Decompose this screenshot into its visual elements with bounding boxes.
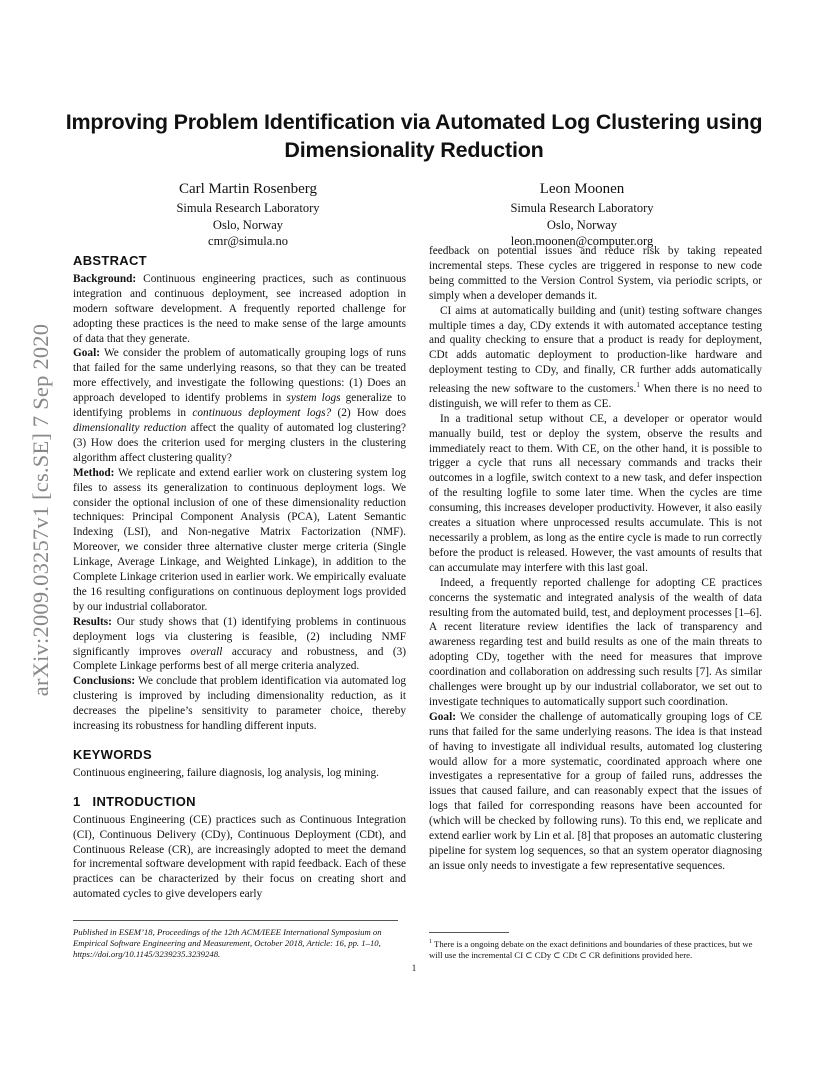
footnote-mark: 1	[429, 939, 432, 945]
footnote-reference: 1	[636, 381, 640, 390]
method-text: We replicate and extend earlier work on clustering system log files to assess its generalization to continuous deployment logs. We consider the optional inclusion of one of these dimensionality reduction techniques: Principal Component Analysis (PCA), Latent Semantic Indexing (LSI), and Non-negative Matrix Factorization (NMF). Moreover, we consider three alternative cluster merge criteria (Single Linkage, Average Linkage, and Weighted Linkage), in addition to the Complete Linkage criterion used in earlier work. We empirically evaluate the 16 resulting configurations on continuous deployment logs provided by our industrial collaborator.	[73, 466, 406, 613]
abstract-heading: ABSTRACT	[73, 253, 147, 268]
abstract-goal	[73, 346, 406, 465]
paragraph-text: CI aims at automatically building and (unit) testing software changes multiple times a day, CDy extends it with automated acceptance testing and quality checking to ensure that a product is ready for deployment, CDt adds automatic deployment to production-like hardware and deployment testing to CDy, and finally, CR further adds automatically releasing the new software to the customers.	[429, 304, 762, 395]
keywords-heading: KEYWORDS	[73, 747, 152, 762]
background-text: Continuous engineering practices, such as continuous integration and continuous deployment, see increased adoption in modern software development. A frequently reported challenge for adopting these practices is the need to make sense of the large amounts of data that they generate.	[73, 272, 406, 345]
arxiv-stamp	[21, 300, 61, 720]
section-number: 1	[73, 793, 81, 809]
paragraph-text: When there is no need to distinguish, we will refer to them as CE.	[429, 382, 762, 410]
author-location: Oslo, Norway	[546, 217, 618, 232]
background-label: Background:	[73, 272, 137, 285]
author-name: Leon Moonen	[539, 181, 625, 197]
goal-label: Goal:	[429, 710, 456, 723]
left-column	[73, 254, 406, 902]
goal-text: (2) How does	[337, 407, 406, 420]
abstract-background	[73, 272, 406, 347]
abstract-method	[73, 466, 406, 615]
page-number: 1	[411, 963, 417, 973]
conclusions-label: Conclusions:	[73, 675, 136, 688]
publication-info: Published in ESEM’18, Proceedings of the 12th ACM/IEEE International Symposium on Empirical Software Engineering and Measurement, October 2018, Article: 16, pp. 1–10, https://doi.org/10.1145/3239235.3239248.	[73, 927, 382, 960]
author-affiliation: Simula Research Laboratory	[510, 201, 654, 215]
goal-text: generalize to identifying problems in	[73, 392, 406, 420]
section-heading-introduction	[73, 795, 406, 810]
goal-text: We consider the problem of automatically grouping logs of runs that failed for the same underlying reasons, so that they can be treated more effectively, and investigate the following questions: (1) Does an approach developed to identify problems in	[73, 347, 406, 405]
results-emphasis: overall	[190, 645, 223, 658]
publication-info-divider	[73, 920, 398, 921]
goal-emphasis: continuous deployment logs?	[192, 407, 332, 420]
footnote	[429, 937, 762, 961]
author-email: leon.moonen@computer.org	[510, 234, 654, 248]
goal-text: affect the quality of automated log clustering? (3) How does the criterion used for merging clusters in the clustering algorithm affect clustering quality?	[73, 421, 406, 464]
author-location: Oslo, Norway	[212, 217, 284, 232]
goal-emphasis: system logs	[286, 392, 341, 405]
goal-text: We consider the challenge of automatically grouping logs of CE runs that failed for the same underlying reasons. The idea is that instead of having to investigate all individual results, automated log clustering would allow for a more systematic, coordinated approach where one investigates a representative for a group of failed runs, addresses the issues that caused failure, and can reasonably expect that the issues of logs that failed for corresponding reasons have been accounted for (which will be checked by following runs). To this end, we replicate and extend earlier work by Lin et al. [8] that proposes an automatic clustering pipeline for system log sequences, so that an system operator diagnosing an issue only needs to investigate a few representative sequences.	[429, 710, 762, 872]
arxiv-identifier: arXiv:2009.03257v1 [cs.SE] 7 Sep 2020	[28, 323, 53, 697]
results-label: Results:	[73, 615, 112, 628]
intro-paragraph-4: Indeed, a frequently reported challenge for adopting CE practices concerns the systematic and integrated analysis of the wealth of data resulting from the automated build, test, and deployment processes [1–6]. A recent literature review identifies the lack of transparency and awareness regarding test and build results as one of the main threats to adopting CDy, together with the need for measures that improve coordination and collaboration on addressing such results [7]. As similar challenges were brought up by our industrial collaborator, we set out to investigate techniques to automatically support such coordination.	[429, 576, 762, 708]
keywords-text: Continuous engineering, failure diagnosis, log analysis, log mining.	[73, 766, 379, 779]
footnote-divider	[429, 932, 509, 933]
abstract-results	[73, 615, 406, 675]
intro-paragraph-1-continued: feedback on potential issues and reduce risk by taking repeated incremental steps. These cycles are triggered in response to new code being committed to the Version Control System, via periodic scripts, or simply when a developer demands it.	[429, 245, 762, 302]
goal-emphasis: dimensionality reduction	[73, 421, 187, 434]
author-email: cmr@simula.no	[208, 234, 288, 248]
author-block-2	[432, 178, 732, 250]
abstract-conclusions	[73, 674, 406, 734]
author-name: Carl Martin Rosenberg	[178, 181, 318, 197]
intro-goal-paragraph	[429, 710, 762, 874]
author-block-1	[98, 178, 398, 250]
intro-paragraph-2	[429, 304, 762, 412]
author-affiliation: Simula Research Laboratory	[176, 201, 320, 215]
results-text: Our study shows that (1) identifying problems in continuous deployment logs via clustering is feasible, (2) including NMF significantly improves	[73, 615, 407, 658]
intro-paragraph-3: In a traditional setup without CE, a developer or operator would manually build, test or deploy the system, observe the results and immediately react to them. With CE, on the other hand, it is possible to trigger a cycle that runs all necessary commands and tracks their outcomes in a logfile, switch context to a new task, and defer inspection of the resulting logfile to some later time. When the cycles are time consuming, this increases developer productivity. However, it also easily creates a situation where unprocessed results accumulate. This is not necessarily a problem, as long as the entire cycle is made to run correctly before the product is released. However, the vast amounts of results that can accumulate may interfere with this last goal.	[429, 412, 762, 574]
right-column	[429, 244, 762, 874]
paper-title: Improving Problem Identification via Automated Log Clustering using Dimensionality Reduction	[65, 110, 763, 162]
intro-paragraph-1: Continuous Engineering (CE) practices such as Continuous Integration (CI), Continuous Delivery (CDy), Continuous Deployment (CDt), and Continuous Release (CR), are increasingly adopted to meet the demand for incremental software development with rapid feedback. Each of these practices can be characterized by their focus on creating short and automated cycles to give developers early	[73, 813, 406, 901]
footnote-text: There is a ongoing debate on the exact definitions and boundaries of these practices, but we will use the incremental CI ⊂ CDy ⊂ CDt ⊂ CR definitions provided here.	[429, 938, 753, 961]
conclusions-text: We conclude that problem identification via automated log clustering is improved by including dimensionality reduction, as it decreases the pipeline’s sensitivity to parameter choice, thereby increasing its robustness for handling different inputs.	[73, 675, 407, 733]
method-label: Method:	[73, 466, 115, 479]
section-title: INTRODUCTION	[92, 793, 196, 809]
goal-label: Goal:	[73, 347, 100, 360]
results-text: accuracy and robustness, and (3) Complete Linkage performs best of all merge criteria analyzed.	[73, 645, 406, 673]
